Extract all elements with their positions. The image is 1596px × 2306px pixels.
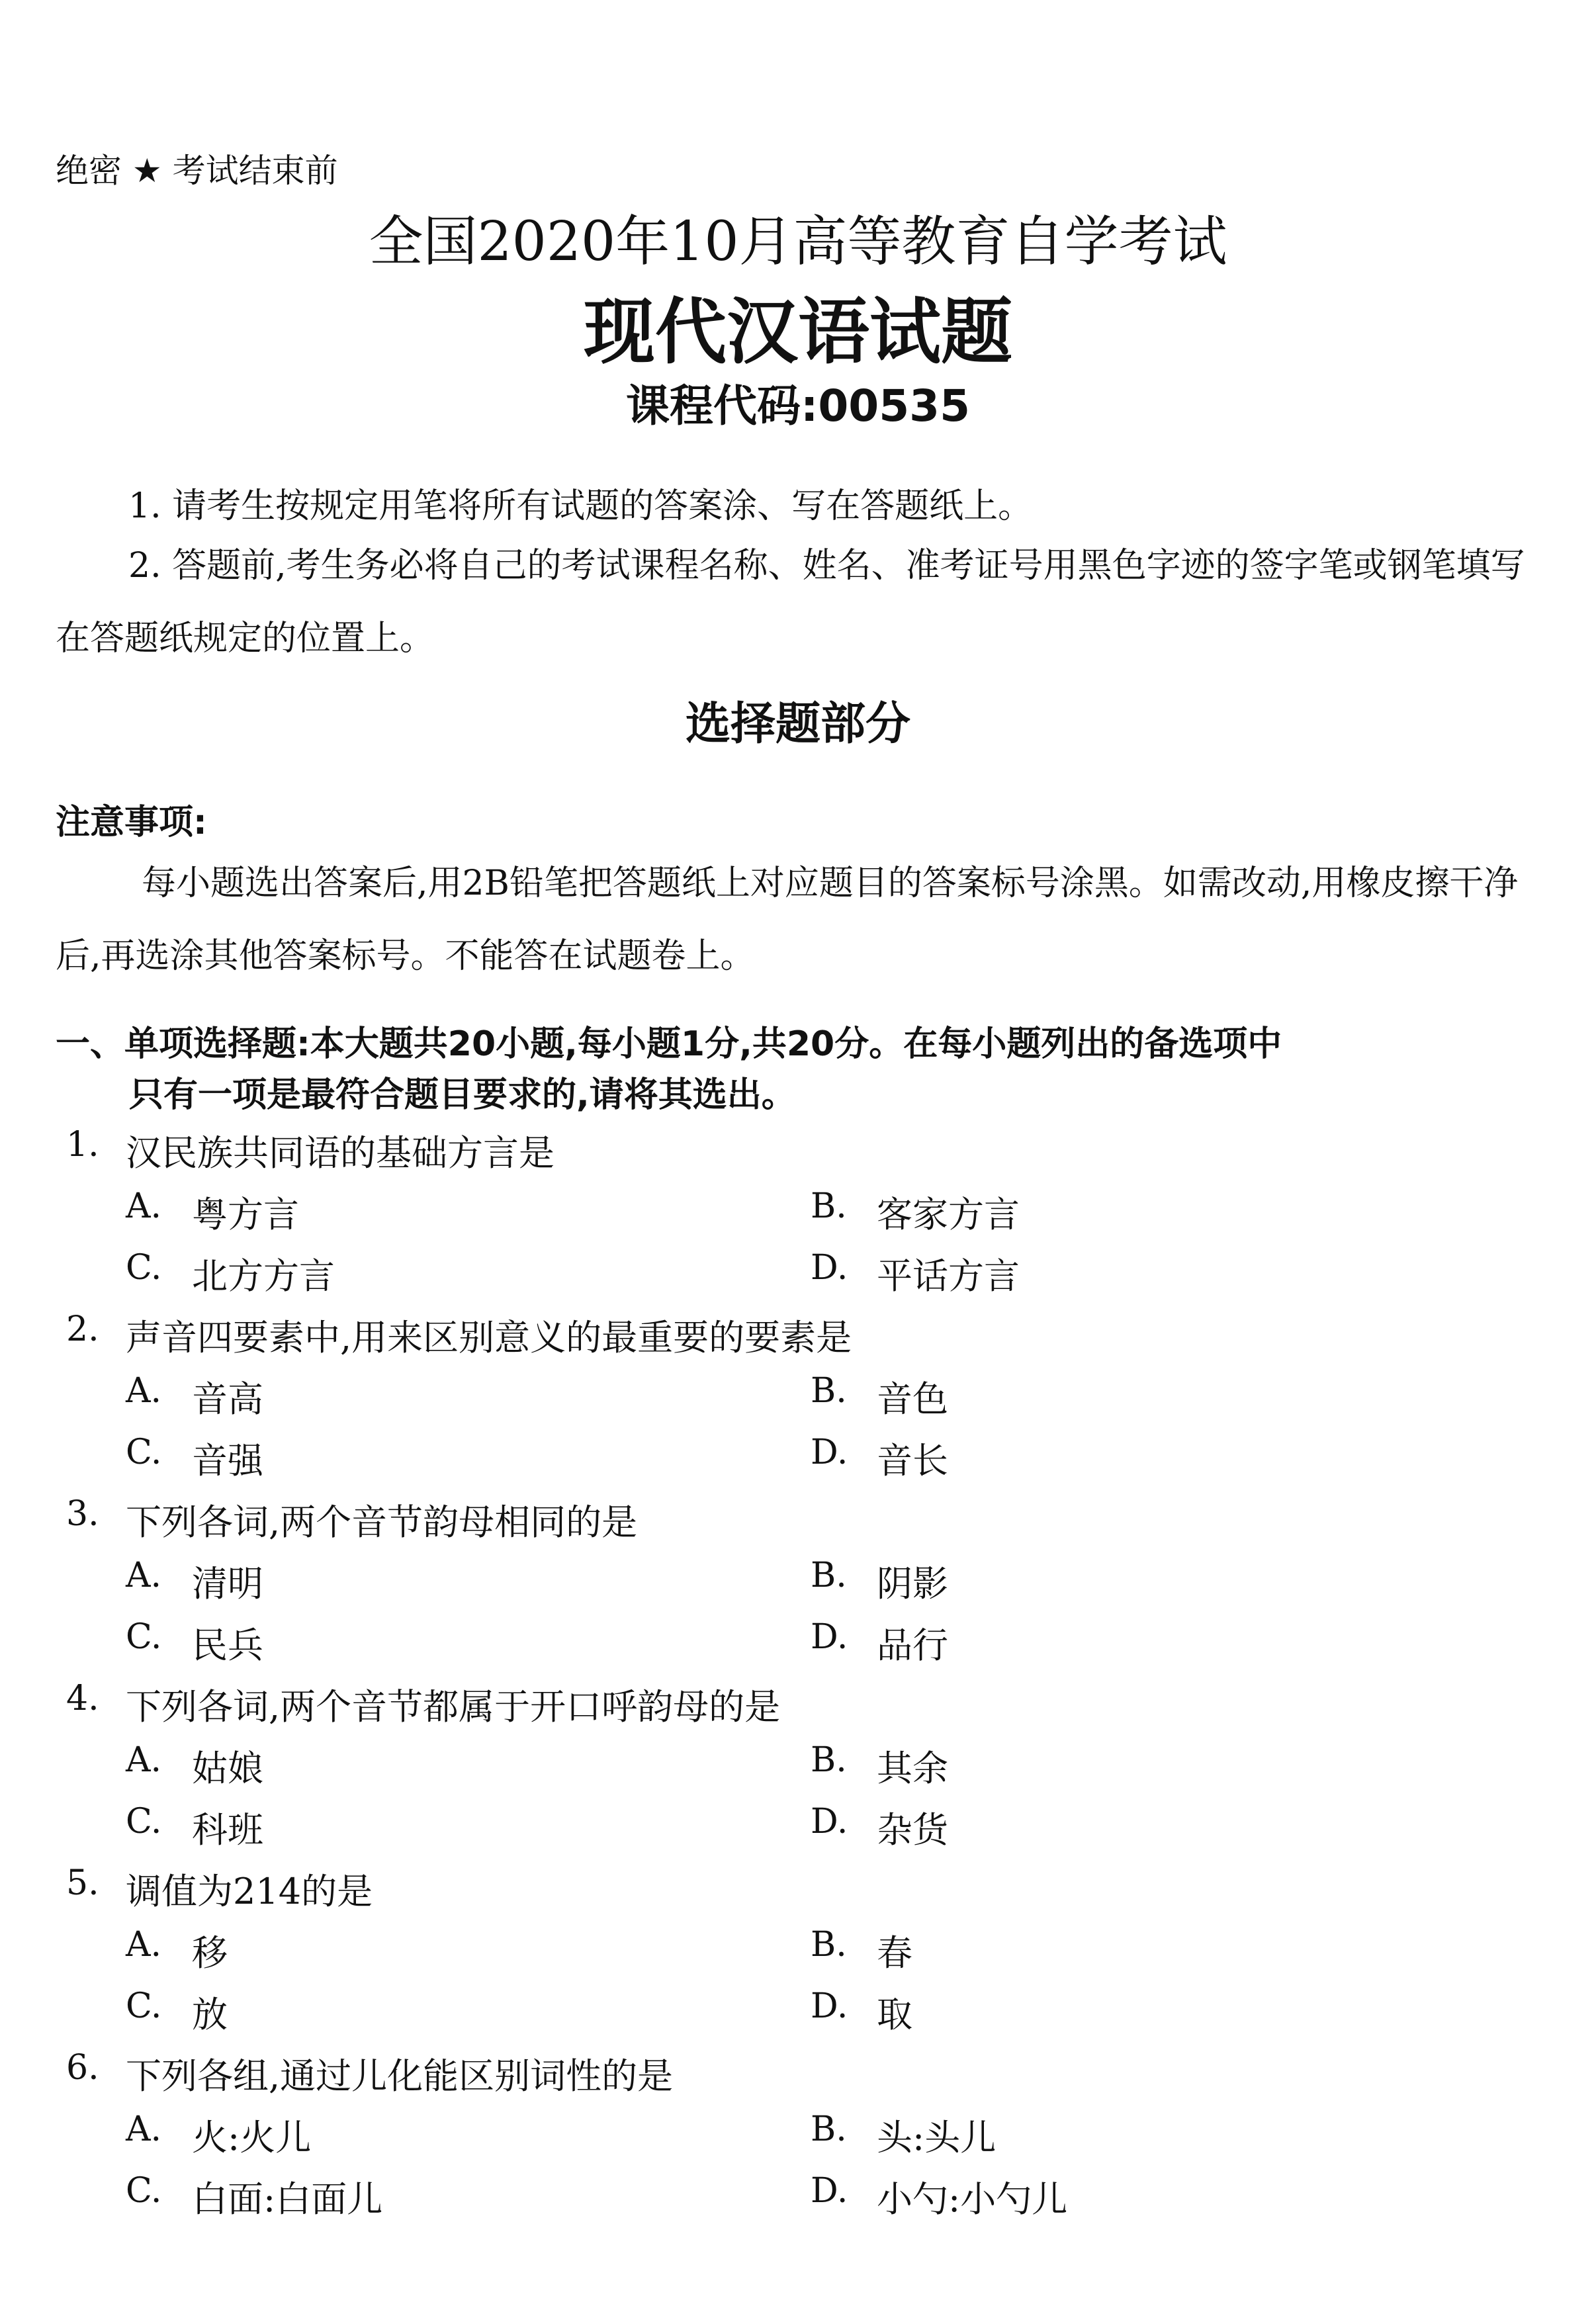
option-text: 春: [877, 1932, 912, 1974]
question-number: 3.: [66, 1494, 99, 1534]
option-letter: C.: [126, 1433, 162, 1472]
option-letter: A.: [126, 1186, 162, 1226]
option-text: 平话方言: [877, 1255, 1020, 1297]
question-stem: 声音四要素中,用来区别意义的最重要的要素是: [126, 1317, 852, 1358]
notice-body: 每小题选出答案后,用2B铅笔把答题纸上对应题目的答案标号涂黑。如需改动,用橡皮擦干净后,再选涂其他答案标号。不能答在试题卷上。: [56, 864, 1519, 976]
question-stem: 下列各组,通过儿化能区别词性的是: [126, 2055, 674, 2097]
option-letter: A.: [126, 1371, 162, 1411]
option-letter: D.: [811, 1433, 848, 1472]
option-text: 杂货: [877, 1809, 948, 1851]
question-number: 2.: [66, 1309, 99, 1349]
question-number: 5.: [66, 1863, 99, 1903]
option-letter: C.: [126, 1986, 162, 2026]
option-letter: B.: [811, 2109, 847, 2149]
option-text: 清明: [192, 1563, 263, 1605]
subject-title: 现代汉语试题: [583, 291, 1012, 374]
section-heading-line-2: 只有一项是最符合题目要求的,请将其选出。: [129, 1075, 796, 1115]
instruction-1: 1. 请考生按规定用笔将所有试题的答案涂、写在答题纸上。: [128, 486, 1033, 526]
option-letter: A.: [126, 1740, 162, 1780]
option-letter: B.: [811, 1556, 847, 1595]
confidential-label: 绝密 ★ 考试结束前: [56, 152, 338, 190]
option-text: 音强: [192, 1440, 263, 1482]
option-text: 其余: [877, 1748, 948, 1789]
option-letter: D.: [811, 1802, 848, 1841]
option-letter: B.: [811, 1371, 847, 1411]
option-letter: C.: [126, 1802, 162, 1841]
option-text: 品行: [877, 1624, 948, 1666]
option-letter: C.: [126, 1248, 162, 1288]
section-heading-line-1: 一、单项选择题:本大题共20小题,每小题1分,共20分。在每小题列出的备选项中: [56, 1024, 1282, 1064]
option-letter: B.: [811, 1186, 847, 1226]
option-text: 取: [877, 1994, 912, 2035]
option-letter: A.: [126, 1925, 162, 1965]
option-text: 头:头儿: [877, 2117, 997, 2158]
option-text: 北方方言: [192, 1255, 335, 1297]
part-title: 选择题部分: [685, 698, 910, 750]
option-text: 音高: [192, 1378, 263, 1420]
option-text: 小勺:小勺儿: [877, 2178, 1068, 2220]
option-text: 客家方言: [877, 1194, 1020, 1235]
option-letter: D.: [811, 1986, 848, 2026]
option-text: 科班: [192, 1809, 263, 1851]
option-letter: A.: [126, 2109, 162, 2149]
option-letter: C.: [126, 2171, 162, 2211]
option-letter: B.: [811, 1925, 847, 1965]
option-text: 粤方言: [192, 1194, 299, 1235]
option-letter: C.: [126, 1617, 162, 1657]
option-letter: D.: [811, 2171, 848, 2211]
question-stem: 调值为214的是: [126, 1871, 373, 1912]
option-text: 民兵: [192, 1624, 263, 1666]
notice-heading: 注意事项:: [56, 803, 207, 842]
option-text: 姑娘: [192, 1748, 263, 1789]
option-text: 移: [192, 1932, 228, 1974]
option-text: 放: [192, 1994, 228, 2035]
question-stem: 下列各词,两个音节都属于开口呼韵母的是: [126, 1686, 781, 1728]
option-text: 音色: [877, 1378, 948, 1420]
question-stem: 汉民族共同语的基础方言是: [126, 1132, 554, 1174]
option-letter: D.: [811, 1617, 848, 1657]
question-number: 4.: [66, 1679, 99, 1718]
option-text: 音长: [877, 1440, 948, 1482]
option-letter: A.: [126, 1556, 162, 1595]
option-letter: B.: [811, 1740, 847, 1780]
option-text: 阴影: [877, 1563, 948, 1605]
option-text: 火:火儿: [192, 2117, 312, 2158]
question-stem: 下列各词,两个音节韵母相同的是: [126, 1501, 638, 1543]
question-number: 1.: [66, 1125, 99, 1165]
exam-title: 全国2020年10月高等教育自学考试: [369, 210, 1227, 273]
option-text: 白面:白面儿: [192, 2178, 383, 2220]
instruction-2: 2. 答题前,考生务必将自己的考试课程名称、姓名、准考证号用黑色字迹的签字笔或钢笔填写在答题纸规定的位置上。: [56, 546, 1525, 658]
course-code: 课程代码:00535: [625, 380, 970, 431]
option-letter: D.: [811, 1248, 848, 1288]
question-number: 6.: [66, 2048, 99, 2088]
